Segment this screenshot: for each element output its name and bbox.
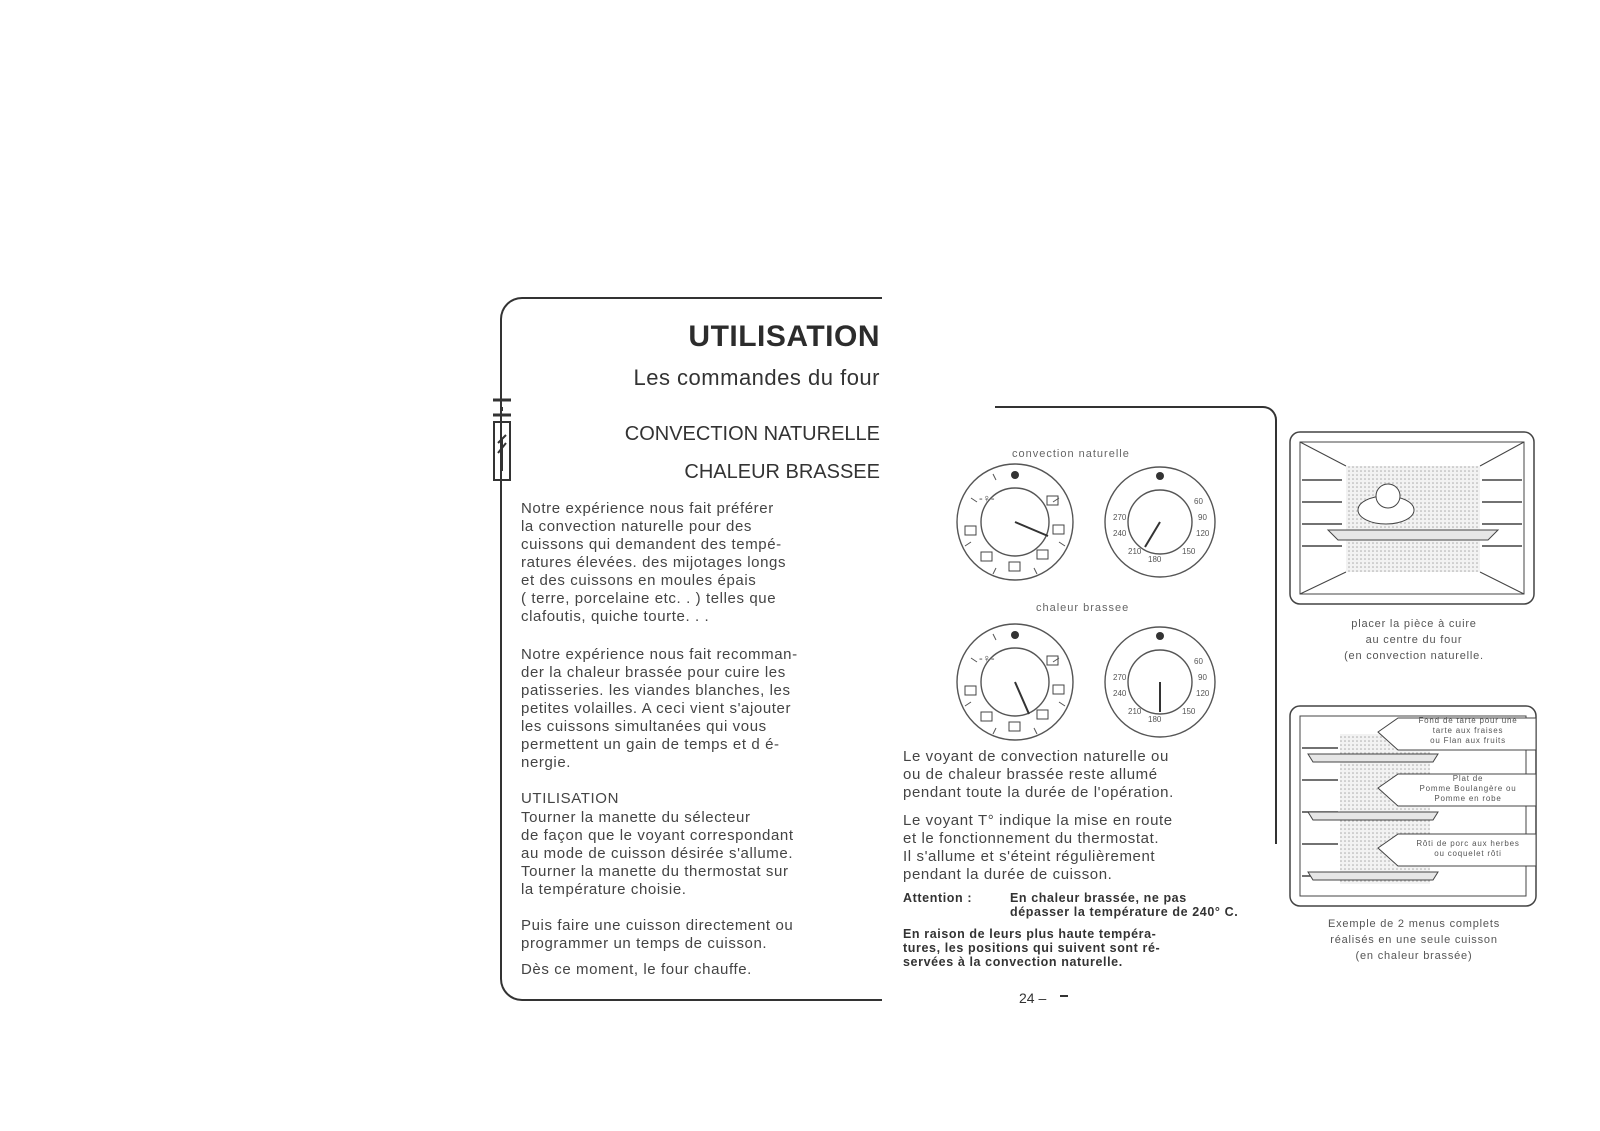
footer-dash <box>1060 995 1068 997</box>
tick-210: 210 <box>1128 547 1142 556</box>
callout-pomme: Plat de Pomme Boulangère ou Pomme en robe <box>1419 774 1517 803</box>
intro-paragraph-convection: Notre expérience nous fait préférer la convection naturelle pour des cuissons qui demandent des tempé- ratures élevées. des mijotages longs et des cuissons en moules épais ( terre, porcelaine etc. . ) telles que clafoutis, quiche tourte. . . <box>521 500 787 625</box>
tick-180: 180 <box>1148 555 1162 564</box>
tick-240: 240 <box>1113 529 1127 538</box>
tick-120: 120 <box>1196 529 1210 538</box>
tick-210-b: 210 <box>1128 707 1142 716</box>
section-tab-icon <box>485 395 515 485</box>
callout-tarte: Fond de tarte pour une tarte aux fraises ou Flan aux fruits <box>1418 716 1518 745</box>
svg-text:-♀-: -♀- <box>979 493 995 505</box>
tick-240-b: 240 <box>1113 689 1127 698</box>
oven-illustration-convection <box>1288 430 1538 610</box>
svg-text:-♀-: -♀- <box>979 653 995 665</box>
attention-label: Attention : <box>903 891 973 905</box>
tick-180-b: 180 <box>1148 715 1162 724</box>
thermostat-dial-convection <box>1105 467 1215 577</box>
oven-heating-paragraph: Dès ce moment, le four chauffe. <box>521 961 752 978</box>
section-heading-chaleur: CHALEUR BRASSEE <box>684 461 880 483</box>
tick-270: 270 <box>1113 513 1127 522</box>
callout-roti: Rôti de porc aux herbes ou coquelet rôti <box>1416 839 1520 858</box>
page-number: 24 – <box>1019 990 1047 1006</box>
cooking-start-paragraph: Puis faire une cuisson directement ou programmer un temps de cuisson. <box>521 917 794 952</box>
tick-60-b: 60 <box>1194 657 1203 666</box>
page-title: UTILISATION <box>688 320 880 353</box>
intro-paragraph-chaleur: Notre expérience nous fait recomman- der la chaleur brassée pour cuire les patisseries. les viandes blanches, les petites volailles. A ceci vient s'ajouter les cuissons simultanées qui vous permettent un gain de temps et d é- nergie. <box>521 646 798 771</box>
voyant-paragraph: Le voyant de convection naturelle ou ou de chaleur brassée reste allumé pendant toute la durée de l'opération. <box>903 748 1174 801</box>
tick-120-b: 120 <box>1196 689 1210 698</box>
section-heading-convection: CONVECTION NATURELLE <box>624 423 880 445</box>
oven-dials-diagram <box>945 460 1235 750</box>
caption-convection: placer la pièce à cuire au centre du four (en convection naturelle. <box>1344 618 1484 662</box>
tick-150-b: 150 <box>1182 707 1196 716</box>
tick-90-b: 90 <box>1198 673 1207 682</box>
tick-270-b: 270 <box>1113 673 1127 682</box>
selector-dial-convection <box>957 464 1073 580</box>
page-subtitle: Les commandes du four <box>633 365 880 390</box>
tick-60: 60 <box>1194 497 1203 506</box>
dial-label-convection: convection naturelle <box>1012 448 1130 460</box>
caption-chaleur: Exemple de 2 menus complets réalisés en une seule cuisson (en chaleur brassée) <box>1327 918 1500 962</box>
tick-90: 90 <box>1198 513 1207 522</box>
tick-150: 150 <box>1182 547 1196 556</box>
thermostat-dial-chaleur <box>1105 627 1215 737</box>
utilisation-subheading: UTILISATION <box>521 790 619 807</box>
attention-text: En chaleur brassée, ne pas dépasser la température de 240° C. <box>1010 891 1239 919</box>
dial-label-chaleur: chaleur brassee <box>1036 602 1130 614</box>
selector-dial-chaleur <box>957 624 1073 740</box>
utilisation-instructions: Tourner la manette du sélecteur de façon que le voyant correspondant au mode de cuisson désirée s'allume. Tourner la manette du thermostat sur la température choisie. <box>521 809 794 898</box>
positions-note: En raison de leurs plus haute tempéra- tures, les positions qui suivent sont ré- servées à la convection naturelle. <box>903 927 1161 969</box>
thermostat-voyant-paragraph: Le voyant T° indique la mise en route et le fonctionnement du thermostat. Il s'allume et s'éteint régulièrement pendant la durée de cuisson. <box>903 812 1173 883</box>
